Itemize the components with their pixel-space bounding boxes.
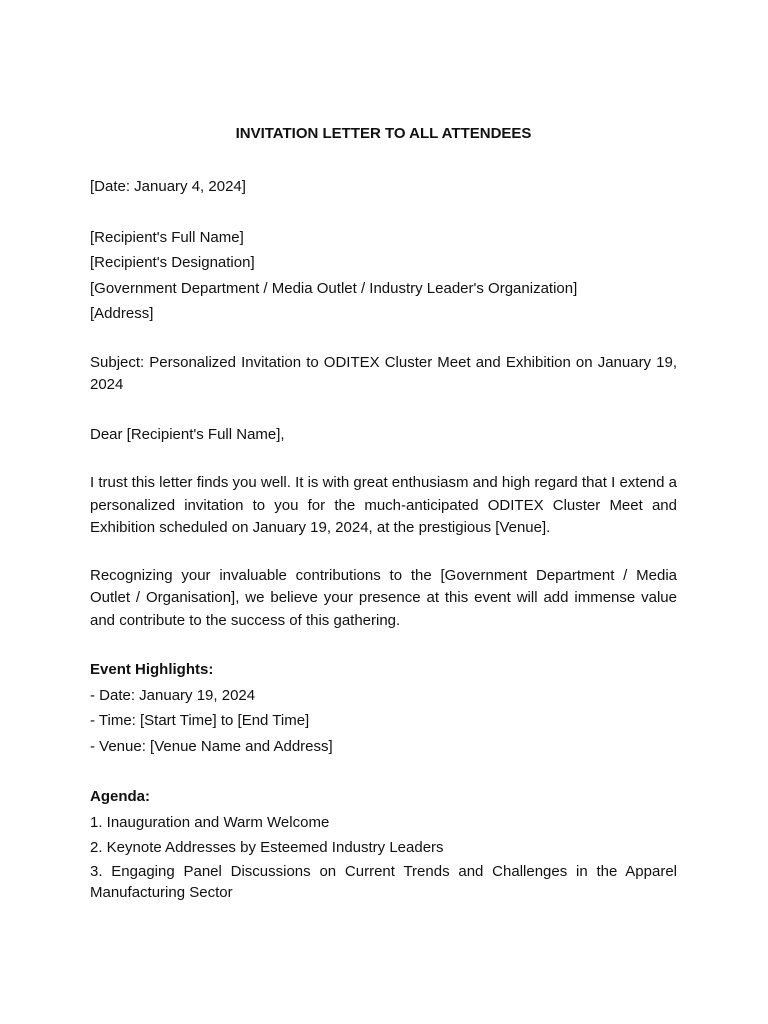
recipient-name: [Recipient's Full Name] bbox=[90, 228, 244, 246]
highlight-date: - Date: January 19, 2024 bbox=[90, 686, 256, 704]
agenda-item: 2. Keynote Addresses by Esteemed Industry Leaders bbox=[90, 839, 444, 856]
recipient-block bbox=[90, 225, 677, 327]
recipient-organization: [Government Department / Media Outlet / Industry Leader's Organization] bbox=[90, 279, 578, 297]
body-paragraph-2: Recognizing your invaluable contributions to the [Government Department / Media Outlet / Organisation], we believe your presence at this event will add immense value and contribute to the success of this gathering. bbox=[90, 566, 677, 629]
date-block bbox=[90, 174, 677, 200]
letter-title: INVITATION LETTER TO ALL ATTENDEES bbox=[235, 125, 532, 142]
highlight-venue: - Venue: [Venue Name and Address] bbox=[90, 737, 333, 755]
agenda-heading: Agenda: bbox=[90, 788, 150, 805]
letter-date: [Date: January 4, 2024] bbox=[90, 178, 246, 195]
salutation-block bbox=[90, 422, 677, 448]
recipient-address: [Address] bbox=[90, 305, 154, 322]
subject-line: Subject: Personalized Invitation to ODITEX Cluster Meet and Exhibition on January 19, 2024 bbox=[90, 353, 677, 393]
recipient-designation: [Recipient's Designation] bbox=[90, 254, 255, 271]
event-highlights-heading: Event Highlights: bbox=[90, 661, 214, 678]
highlight-time: - Time: [Start Time] to [End Time] bbox=[90, 712, 310, 729]
agenda-section bbox=[90, 784, 677, 904]
salutation: Dear [Recipient's Full Name], bbox=[90, 425, 285, 443]
agenda-item: 3. Engaging Panel Discussions on Current Trends and Challenges in the Apparel Manufacturing Sector bbox=[90, 862, 677, 901]
agenda-item: 1. Inauguration and Warm Welcome bbox=[90, 813, 330, 831]
event-highlights-section bbox=[90, 657, 677, 759]
body-paragraph-1: I trust this letter finds you well. It is with great enthusiasm and high regard that I extend a personalized invitation to you for the much-anticipated ODITEX Cluster Meet and Exhibition scheduled on January 19, 2024, at the prestigious [Venue]. bbox=[90, 474, 677, 536]
letter-page bbox=[90, 123, 677, 929]
